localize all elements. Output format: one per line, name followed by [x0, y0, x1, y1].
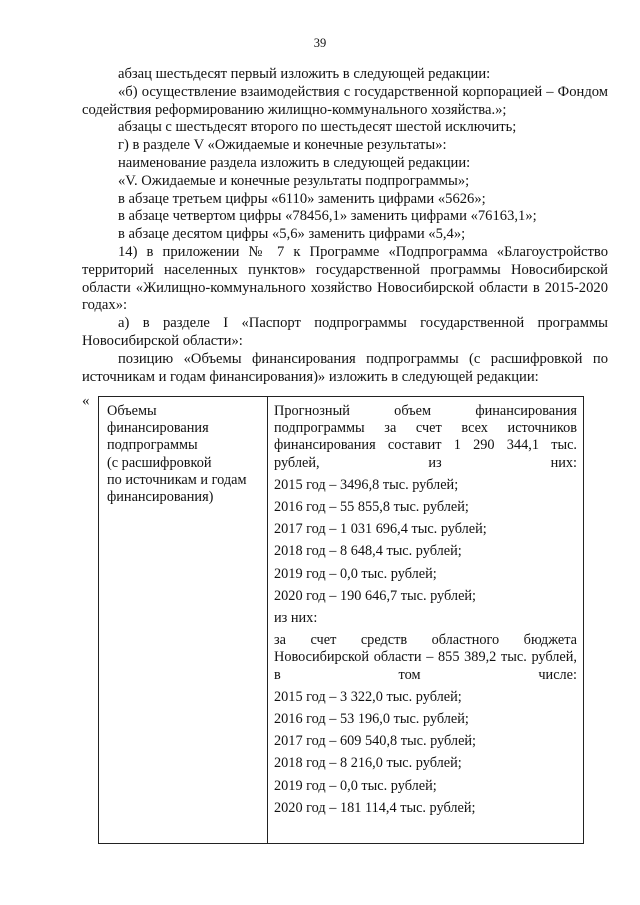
- of-them-label: из них:: [274, 610, 318, 627]
- paragraph: абзацы с шестьдесят второго по шестьдесят шестой исключить;: [118, 119, 517, 136]
- paragraph: в абзаце четвертом цифры «78456,1» заменить цифрами «76163,1»;: [118, 208, 537, 225]
- paragraph: абзац шестьдесят первый изложить в следующей редакции:: [118, 66, 491, 82]
- left-label-line: финансирования): [107, 489, 214, 506]
- regional-year-row: 2017 год – 609 540,8 тыс. рублей;: [274, 733, 477, 750]
- paragraph: в абзаце десятом цифры «5,6» заменить цифрами «5,4»;: [118, 226, 466, 243]
- left-label-line: Объемы: [107, 403, 157, 419]
- regional-year-row: 2019 год – 0,0 тыс. рублей;: [274, 777, 437, 794]
- paragraph: в абзаце третьем цифры «6110» заменить цифрами «5626»;: [118, 190, 486, 207]
- table-left-cell: [107, 403, 263, 506]
- total-year-row: 2020 год – 190 646,7 тыс. рублей;: [274, 587, 477, 604]
- paragraph: 14) в приложении № 7 к Программе «Подпрограмма «Благоустройство территорий населенных пунктов» государственной программы Новосибирской области «Жилищно-коммунального хозяйство Новосибирской области в 2015-2020 годах»:: [82, 243, 608, 314]
- regional-year-row: 2016 год – 53 196,0 тыс. рублей;: [274, 711, 469, 728]
- financing-table: [98, 396, 584, 844]
- total-year-row: 2016 год – 55 855,8 тыс. рублей;: [274, 499, 469, 516]
- left-label-line: финансирования: [107, 420, 209, 437]
- total-year-row: 2019 год – 0,0 тыс. рублей;: [274, 565, 437, 582]
- left-label-line: подпрограммы: [107, 437, 198, 454]
- opening-quote: «: [82, 393, 90, 409]
- regional-year-row: 2015 год – 3 322,0 тыс. рублей;: [274, 688, 462, 705]
- paragraph: «б) осуществление взаимодействия с государственной корпорацией – Фондом содействия реформированию жилищно-коммунального хозяйства.»;: [82, 83, 608, 118]
- total-year-row: 2017 год – 1 031 696,4 тыс. рублей;: [274, 521, 487, 538]
- paragraph: наименование раздела изложить в следующей редакции:: [118, 154, 471, 171]
- paragraph: позицию «Объемы финансирования подпрограммы (с расшифровкой по источникам и годам финансирования)» изложить в следующей редакции:: [82, 350, 608, 385]
- column-divider: [267, 397, 268, 843]
- table-right-cell: [274, 403, 577, 817]
- paragraph: «V. Ожидаемые и конечные результаты подпрограммы»;: [118, 172, 470, 189]
- regional-budget-text: за счет средств областного бюджета Новосибирской области – 855 389,2 тыс. рублей, в том числе:: [274, 632, 577, 683]
- page-number: 39: [313, 36, 327, 50]
- document-body: [82, 66, 608, 386]
- paragraph: а) в разделе I «Паспорт подпрограммы государственной программы Новосибирской области»:: [82, 315, 608, 349]
- paragraph: г) в разделе V «Ожидаемые и конечные результаты»:: [118, 137, 447, 154]
- regional-year-row: 2020 год – 181 114,4 тыс. рублей;: [274, 799, 476, 816]
- left-label-line: (с расшифровкой: [107, 454, 212, 471]
- total-financing-text: Прогнозный объем финансирования подпрограммы за счет всех источников финансирования составит 1 290 344,1 тыс. рублей, из них:: [274, 403, 577, 471]
- total-year-row: 2015 год – 3496,8 тыс. рублей;: [274, 476, 459, 493]
- total-year-row: 2018 год – 8 648,4 тыс. рублей;: [274, 543, 462, 560]
- regional-year-row: 2018 год – 8 216,0 тыс. рублей;: [274, 755, 462, 772]
- left-label-line: по источникам и годам: [107, 471, 247, 488]
